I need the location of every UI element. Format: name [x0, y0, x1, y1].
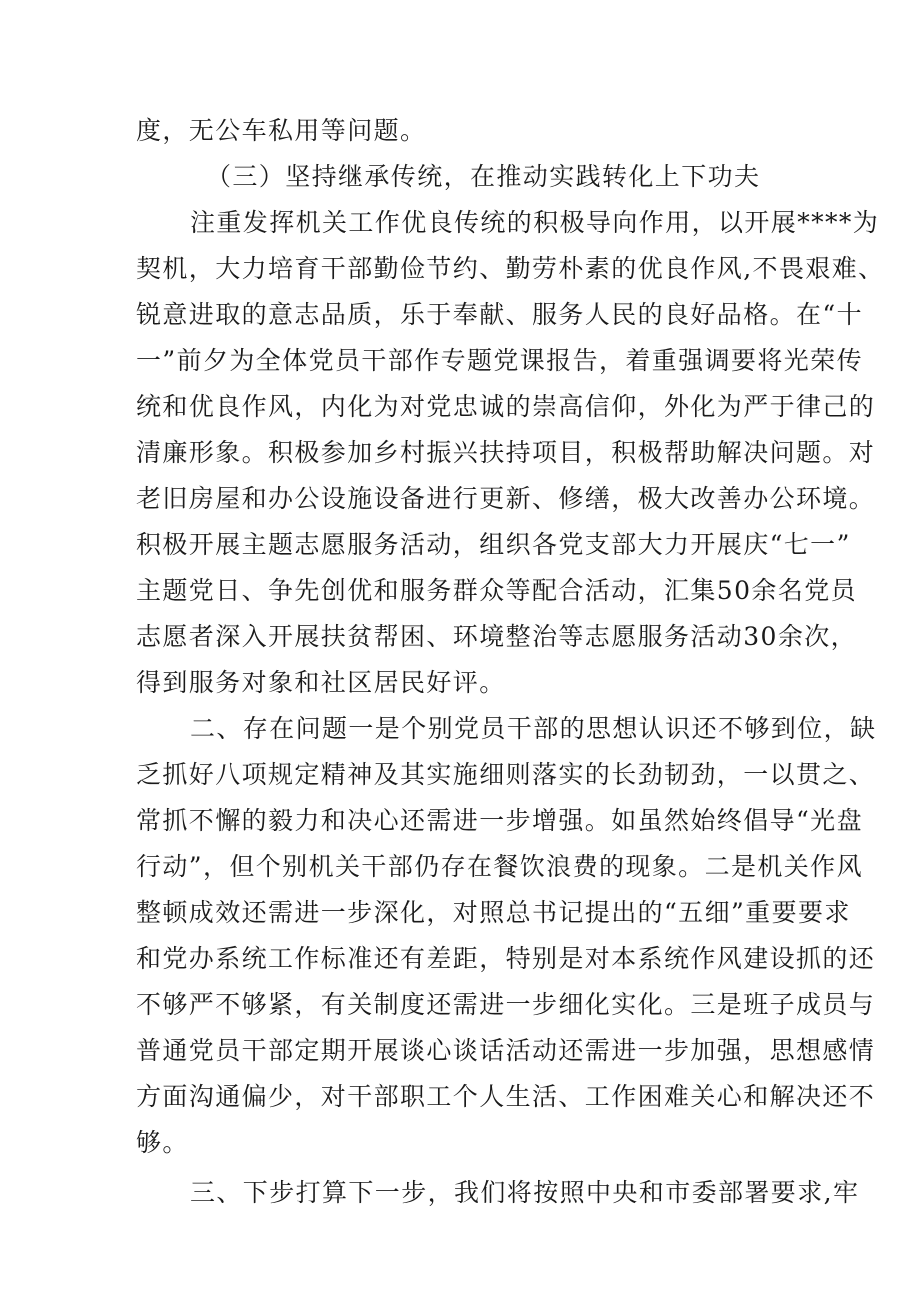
text-line: 和党办系统工作标准还有差距，特别是对本系统作风建设抓的还 [136, 944, 876, 973]
text-line: 注重发挥机关工作优良传统的积极导向作用，以开展****为 [190, 208, 880, 237]
text-line: 方面沟通偏少，对干部职工个人生活、工作困难关心和解决还不 [136, 1082, 876, 1111]
text-line: 度，无公车私用等问题。 [136, 116, 427, 145]
text-line: 二、存在问题一是个别党员干部的思想认识还不够到位，缺 [190, 714, 877, 743]
text-line: 清廉形象。积极参加乡村振兴扶持项目，积极帮助解决问题。对 [136, 438, 876, 467]
text-line: 得到服务对象和社区居民好评。 [136, 668, 506, 697]
text-line: 常抓不懈的毅力和决心还需进一步增强。如虽然始终倡导“光盘 [136, 806, 863, 835]
text-line: 三、下步打算下一步，我们将按照中央和市委部署要求,牢 [190, 1178, 860, 1207]
text-line: 够。 [136, 1128, 189, 1157]
text-line: 志愿者深入开展扶贫帮困、环境整治等志愿服务活动30余次， [136, 622, 858, 651]
text-line: 整顿成效还需进一步深化，对照总书记提出的“五细”重要要求 [136, 898, 851, 927]
text-line: 契机，大力培育干部勤俭节约、勤劳朴素的优良作风,不畏艰难、 [136, 254, 885, 283]
text-line: 乏抓好八项规定精神及其实施细则落实的长劲韧劲，一以贯之、 [136, 760, 876, 789]
text-line: 统和优良作风，内化为对党忠诚的崇高信仰，外化为严于律己的 [136, 392, 876, 421]
text-line: 行动”，但个别机关干部仍存在餐饮浪费的现象。二是机关作风 [136, 852, 863, 881]
text-line: 主题党日、争先创优和服务群众等配合活动，汇集50余名党员 [136, 576, 858, 605]
text-line: 不够严不够紧，有关制度还需进一步细化实化。三是班子成员与 [136, 990, 876, 1019]
text-line: 普通党员干部定期开展谈心谈话活动还需进一步加强，思想感情 [136, 1036, 876, 1065]
text-line: 一”前夕为全体党员干部作专题党课报告，着重强调要将光荣传 [136, 346, 863, 375]
text-line: 锐意进取的意志品质，乐于奉献、服务人民的良好品格。在“十 [136, 300, 863, 329]
text-line: 老旧房屋和办公设施设备进行更新、修缮，极大改善办公环境。 [136, 484, 876, 513]
section-heading: （三）坚持继承传统，在推动实践转化上下功夫 [206, 162, 761, 191]
text-line: 积极开展主题志愿服务活动，组织各党支部大力开展庆“七一” [136, 530, 851, 559]
